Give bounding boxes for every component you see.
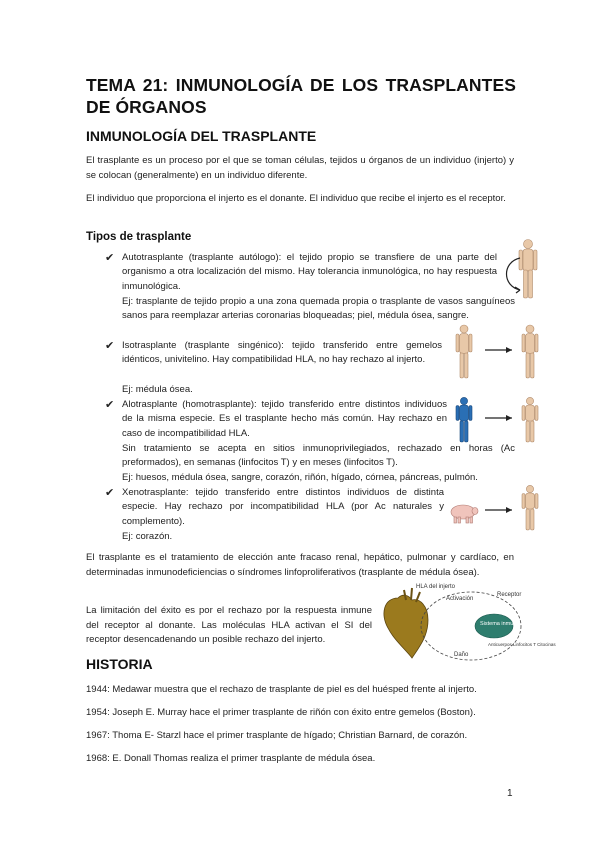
page-title: TEMA 21: INMUNOLOGÍA DE LOS TRASPLANTES DE ÓRGANOS — [86, 75, 516, 117]
item-example: Ej: corazón. — [122, 531, 173, 542]
checkmark-icon: ✔ — [105, 252, 115, 264]
subheading-tipos: Tipos de trasplante — [86, 231, 192, 243]
figure-autotrasplante — [498, 236, 544, 306]
item-text: Autotrasplante (trasplante autólogo): el tejido propio se transfiere de una parte del organismo a otra localización del mismo. Hay tolerancia inmunológica, no hay respuesta inmunológica. — [122, 252, 497, 292]
figure-alotrasplante — [452, 396, 544, 444]
checkmark-icon: ✔ — [105, 487, 115, 499]
section-heading-historia: HISTORIA — [86, 656, 153, 672]
label-activacion: Activación — [446, 596, 474, 602]
figure-xenotrasplante — [449, 484, 544, 532]
item-text: Xenotrasplante: tejido transferido entre distintos individuos de distinta especie. Hay rechazo por incompatibilidad HLA (por Ac naturales y complemento). — [122, 487, 444, 527]
label-receptor: Receptor — [497, 592, 522, 598]
label-dano: Daño — [454, 652, 469, 658]
section-heading-inmunologia: INMUNOLOGÍA DEL TRASPLANTE — [86, 128, 317, 144]
checkmark-icon: ✔ — [105, 399, 115, 411]
item-example: Ej: trasplante de tejido propio a una zona quemada propia o trasplante de vasos sanguíneos sanos para reemplazar arterias coronarias bloqueadas; piel, médula ósea, sangre. — [122, 296, 515, 322]
item-extra: Sin tratamiento se acepta en sitios inmunoprivilegiados, rechazado en horas (Ac preformados), en semanas (linfocitos T) y en meses (linfocitos T). — [122, 443, 515, 469]
item-text: Isotrasplante (trasplante singénico): tejido transferido entre gemelos idénticos, univitelino. Hay compatibilidad HLA, no hay rechazo al injerto. — [122, 340, 442, 366]
paragraph-definicion: El trasplante es un proceso por el que se toman células, tejidos u órganos de un individuo (injerto) y se colocan (generalmente) en un individuo diferente. — [86, 155, 514, 181]
item-example: Ej: huesos, médula ósea, sangre, corazón, riñón, hígado, córnea, páncreas, pulmón. — [122, 472, 478, 483]
item-example: Ej: médula ósea. — [122, 384, 193, 395]
paragraph-donante-receptor: El individuo que proporciona el injerto es el donante. El individuo que recibe el injerto es el receptor. — [86, 193, 506, 204]
label-hla: HLA del injerto — [416, 584, 456, 590]
item-text: Alotrasplante (homotrasplante): tejido transferido entre distintos individuos de la misma especie. Es el trasplante hecho más común. Hay rechazo en caso de incompatibilidad HLA. — [122, 399, 447, 439]
checkmark-icon: ✔ — [105, 340, 115, 352]
history-entry: 1944: Medawar muestra que el rechazo de trasplante de piel es del huésped frente al injerto. — [86, 684, 477, 695]
figure-rechazo-diagram — [376, 580, 556, 670]
history-entry: 1968: E. Donall Thomas realiza el primer trasplante de médula ósea. — [86, 753, 376, 764]
history-entry: 1954: Joseph E. Murray hace el primer trasplante de riñón con éxito entre gemelos (Boston). — [86, 707, 476, 718]
paragraph-eleccion: El trasplante es el tratamiento de elección ante fracaso renal, hepático, pulmonar y cardíaco, en determinadas inmunodeficiencias o síndromes linfoproliferativos (trasplante de médula ósea). — [86, 552, 514, 578]
figure-isotrasplante — [452, 323, 544, 381]
paragraph-limitacion: La limitación del éxito es por el rechazo por la respuesta inmune del receptor al donante. Las moléculas HLA activan el SI del receptor desencadenando un posible rechazo del injerto. — [86, 605, 372, 645]
label-sistema: Sistema inmune — [480, 621, 520, 627]
page-number: 1 — [507, 788, 513, 799]
history-entry: 1967: Thoma E- Starzl hace el primer trasplante de hígado; Christian Barnard, de corazón. — [86, 730, 468, 741]
label-anticuerpos: Anticuerpos Linfocitos T Citocinas — [488, 642, 556, 647]
